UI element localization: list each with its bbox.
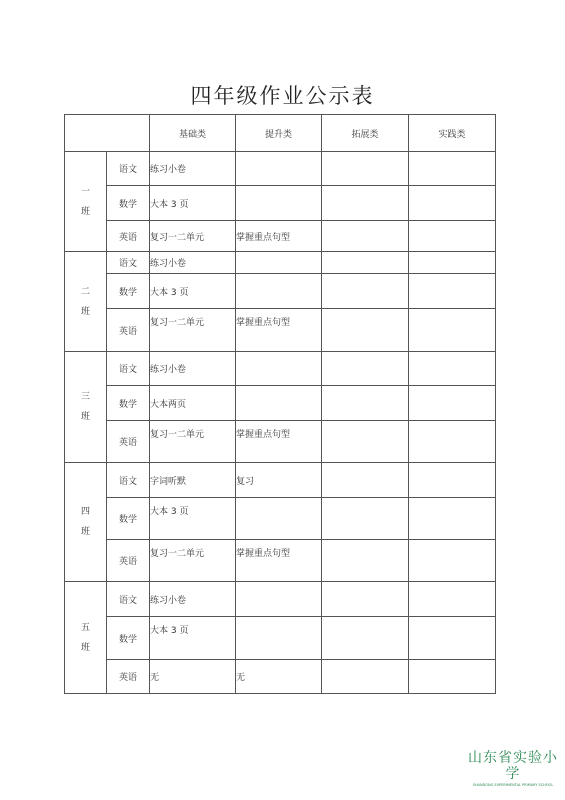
task-cell: 练习小卷 — [150, 352, 236, 386]
table-row — [65, 540, 496, 582]
subject-cell: 英语 — [107, 221, 150, 252]
task-cell: 练习小卷 — [150, 252, 236, 274]
task-cell — [409, 660, 496, 694]
header-basic: 基础类 — [150, 115, 236, 152]
class-label — [65, 352, 107, 463]
task-cell — [409, 252, 496, 274]
task-cell: 大本两页 — [150, 386, 236, 421]
class-label — [65, 463, 107, 582]
class-suffix: 班 — [80, 306, 90, 317]
subject-cell: 数学 — [107, 498, 150, 540]
task-cell — [236, 274, 322, 309]
task-cell — [322, 498, 409, 540]
class-number: 一 — [80, 186, 90, 197]
table-row — [65, 152, 496, 186]
subject-cell: 英语 — [107, 309, 150, 352]
task-cell: 无 — [236, 660, 322, 694]
task-cell — [322, 352, 409, 386]
task-cell — [409, 617, 496, 660]
task-cell — [409, 386, 496, 421]
table-row — [65, 221, 496, 252]
task-cell — [236, 252, 322, 274]
page-title: 四年级作业公示表 — [190, 84, 375, 108]
subject-cell: 数学 — [107, 186, 150, 221]
task-cell — [409, 274, 496, 309]
task-cell — [236, 352, 322, 386]
table-row — [65, 463, 496, 498]
task-cell — [322, 274, 409, 309]
task-cell — [236, 186, 322, 221]
subject-cell: 语文 — [107, 152, 150, 186]
subject-cell: 数学 — [107, 386, 150, 421]
table-row — [65, 309, 496, 352]
class-number: 三 — [80, 392, 90, 402]
task-cell: 大本 3 页 — [150, 617, 236, 660]
table-row — [65, 186, 496, 221]
class-number: 四 — [80, 507, 90, 517]
class-suffix: 班 — [80, 206, 90, 217]
table-row — [65, 660, 496, 694]
task-cell: 掌握重点句型 — [236, 221, 322, 252]
task-cell — [236, 152, 322, 186]
task-cell — [409, 152, 496, 186]
class-number: 二 — [80, 286, 90, 297]
header-row — [65, 115, 496, 152]
header-extended: 拓展类 — [322, 115, 409, 152]
task-cell — [322, 309, 409, 352]
subject-cell: 语文 — [107, 252, 150, 274]
task-cell: 复习一二单元 — [150, 421, 236, 463]
table-row — [65, 352, 496, 386]
task-cell: 练习小卷 — [150, 582, 236, 617]
task-cell — [409, 221, 496, 252]
subject-cell: 英语 — [107, 421, 150, 463]
table-row — [65, 252, 496, 274]
subject-cell: 数学 — [107, 617, 150, 660]
task-cell: 复习一二单元 — [150, 221, 236, 252]
task-cell — [322, 221, 409, 252]
task-cell — [409, 463, 496, 498]
header-practice: 实践类 — [409, 115, 496, 152]
task-cell — [322, 386, 409, 421]
task-cell — [322, 186, 409, 221]
class-label — [65, 582, 107, 694]
task-cell: 掌握重点句型 — [236, 540, 322, 582]
task-cell: 字词听默 — [150, 463, 236, 498]
task-cell — [236, 582, 322, 617]
subject-cell: 语文 — [107, 463, 150, 498]
subject-cell: 语文 — [107, 352, 150, 386]
class-label — [65, 152, 107, 252]
task-cell — [409, 186, 496, 221]
table-row — [65, 617, 496, 660]
table-row — [65, 582, 496, 617]
header-corner — [65, 115, 150, 152]
class-number: 五 — [80, 622, 90, 633]
table-row — [65, 274, 496, 309]
homework-table — [64, 114, 496, 694]
class-suffix: 班 — [80, 527, 90, 537]
task-cell: 无 — [150, 660, 236, 694]
table-row — [65, 498, 496, 540]
task-cell — [409, 498, 496, 540]
task-cell — [236, 386, 322, 421]
task-cell — [409, 540, 496, 582]
task-cell: 掌握重点句型 — [236, 309, 322, 352]
task-cell: 大本 3 页 — [150, 274, 236, 309]
task-cell — [409, 352, 496, 386]
task-cell — [322, 582, 409, 617]
task-cell — [236, 498, 322, 540]
task-cell — [322, 463, 409, 498]
task-cell: 复习 — [236, 463, 322, 498]
task-cell: 复习一二单元 — [150, 540, 236, 582]
subject-cell: 数学 — [107, 274, 150, 309]
table-row — [65, 421, 496, 463]
school-logo-subtitle: SHANDONG EXPERIMENTAL PRIMARY SCHOOL — [472, 783, 554, 787]
task-cell — [322, 540, 409, 582]
task-cell — [322, 152, 409, 186]
subject-cell: 英语 — [107, 540, 150, 582]
task-cell — [409, 421, 496, 463]
task-cell: 大本 3 页 — [150, 186, 236, 221]
task-cell — [322, 421, 409, 463]
class-label — [65, 252, 107, 352]
task-cell — [322, 617, 409, 660]
header-advanced: 提升类 — [236, 115, 322, 152]
subject-cell: 英语 — [107, 660, 150, 694]
school-logo-name: 山东省实验小学 — [468, 750, 558, 782]
task-cell — [409, 582, 496, 617]
task-cell: 复习一二单元 — [150, 309, 236, 352]
class-suffix: 班 — [80, 412, 90, 422]
task-cell — [409, 309, 496, 352]
task-cell — [236, 617, 322, 660]
task-cell: 练习小卷 — [150, 152, 236, 186]
task-cell — [322, 252, 409, 274]
class-suffix: 班 — [80, 642, 90, 653]
subject-cell: 语文 — [107, 582, 150, 617]
task-cell: 掌握重点句型 — [236, 421, 322, 463]
table-row — [65, 386, 496, 421]
task-cell: 大本 3 页 — [150, 498, 236, 540]
school-logo — [467, 750, 559, 788]
task-cell — [322, 660, 409, 694]
